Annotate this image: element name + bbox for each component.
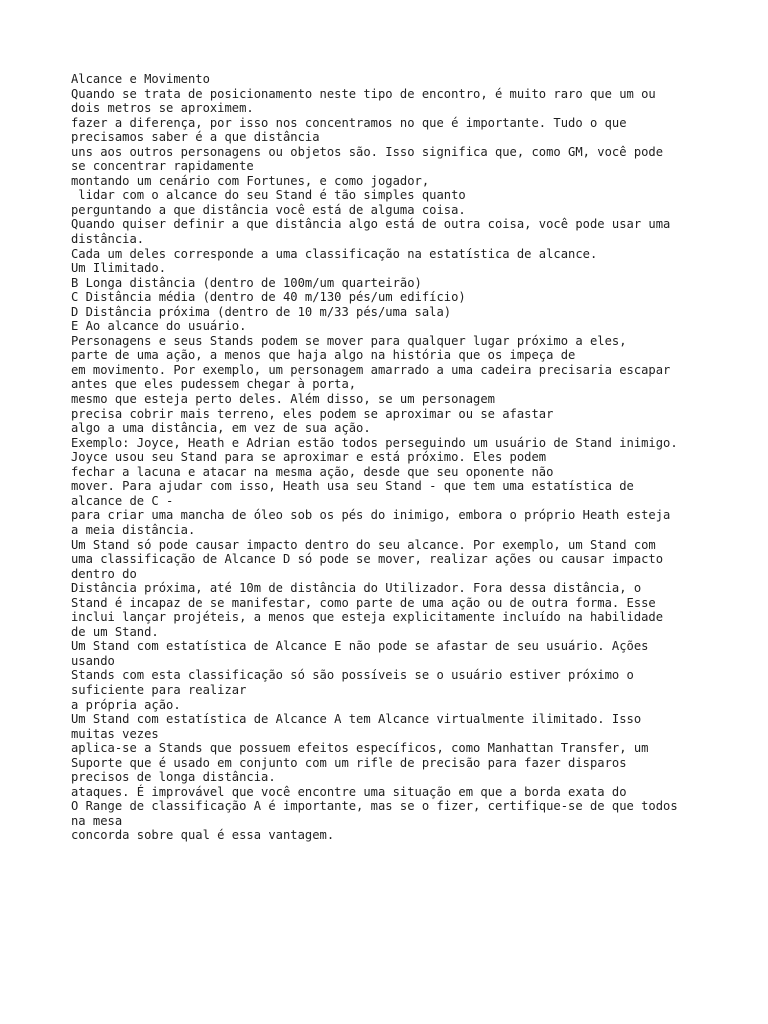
- text-line: Joyce usou seu Stand para se aproximar e está próximo. Eles podem: [71, 450, 547, 465]
- text-line: fazer a diferença, por isso nos concentramos no que é importante. Tudo o que: [71, 115, 627, 130]
- text-line: aplica-se a Stands que possuem efeitos específicos, como Manhattan Transfer, um: [71, 741, 649, 756]
- text-line: se concentrar rapidamente: [71, 159, 254, 174]
- text-line: inclui lançar projéteis, a menos que esteja explicitamente incluído na habilidade: [71, 610, 664, 625]
- text-line: suficiente para realizar: [71, 682, 247, 697]
- text-line: E Ao alcance do usuário.: [71, 319, 247, 334]
- text-line: ataques. É improvável que você encontre uma situação em que a borda exata do: [71, 784, 627, 799]
- text-line: fechar a lacuna e atacar na mesma ação, desde que seu oponente não: [71, 464, 554, 479]
- text-line: mover. Para ajudar com isso, Heath usa seu Stand - que tem uma estatística de: [71, 479, 634, 494]
- text-line: uma classificação de Alcance D só pode se mover, realizar ações ou causar impacto: [71, 552, 664, 567]
- text-line: D Distância próxima (dentro de 10 m/33 pés/uma sala): [71, 304, 452, 319]
- text-line: Um Stand com estatística de Alcance E não pode se afastar de seu usuário. Ações: [71, 639, 649, 654]
- text-line: de um Stand.: [71, 624, 159, 639]
- text-line: Stands com esta classificação só são possíveis se o usuário estiver próximo o: [71, 668, 634, 683]
- text-line: Distância próxima, até 10m de distância do Utilizador. Fora dessa distância, o: [71, 581, 642, 596]
- text-line: uns aos outros personagens ou objetos são. Isso significa que, como GM, você pode: [71, 144, 664, 159]
- text-line: algo a uma distância, em vez de sua ação.: [71, 421, 371, 436]
- text-line: Um Ilimitado.: [71, 261, 167, 276]
- text-line: dois metros se aproximem.: [71, 101, 254, 116]
- text-line: dentro do: [71, 566, 137, 581]
- text-line: precisa cobrir mais terreno, eles podem se aproximar ou se afastar: [71, 406, 554, 421]
- text-line: perguntando a que distância você está de alguma coisa.: [71, 202, 466, 217]
- text-line: na mesa: [71, 813, 123, 828]
- text-line: em movimento. Por exemplo, um personagem amarrado a uma cadeira precisaria escapar: [71, 362, 671, 377]
- text-line: antes que eles pudessem chegar à porta,: [71, 377, 357, 392]
- text-line: precisos de longa distância.: [71, 770, 276, 785]
- text-line: usando: [71, 653, 115, 668]
- text-line: distância.: [71, 232, 145, 247]
- text-line: Alcance e Movimento: [71, 72, 210, 86]
- text-line: O Range de classificação A é importante, mas se o fizer, certifique-se de que todos: [71, 799, 678, 814]
- text-line: alcance de C -: [71, 493, 174, 508]
- text-line: Suporte que é usado em conjunto com um rifle de precisão para fazer disparos: [71, 755, 627, 770]
- text-line: Cada um deles corresponde a uma classificação na estatística de alcance.: [71, 246, 598, 261]
- text-line: a meia distância.: [71, 522, 196, 537]
- text-line: montando um cenário com Fortunes, e como jogador,: [71, 173, 430, 188]
- text-line: lidar com o alcance do seu Stand é tão simples quanto: [71, 188, 466, 203]
- document-text: [71, 72, 711, 843]
- text-line: Um Stand com estatística de Alcance A tem Alcance virtualmente ilimitado. Isso: [71, 712, 642, 727]
- text-line: mesmo que esteja perto deles. Além disso, se um personagem: [71, 392, 495, 407]
- text-line: Exemplo: Joyce, Heath e Adrian estão todos perseguindo um usuário de Stand inimigo.: [71, 435, 678, 450]
- text-line: para criar uma mancha de óleo sob os pés do inimigo, embora o próprio Heath esteja: [71, 508, 671, 523]
- text-line: a própria ação.: [71, 697, 181, 712]
- text-line: parte de uma ação, a menos que haja algo na história que os impeça de: [71, 348, 576, 363]
- text-line: Stand é incapaz de se manifestar, como parte de uma ação ou de outra forma. Esse: [71, 595, 656, 610]
- text-line: Quando quiser definir a que distância algo está de outra coisa, você pode usar uma: [71, 217, 671, 232]
- text-line: muitas vezes: [71, 726, 159, 741]
- text-line: Personagens e seus Stands podem se mover para qualquer lugar próximo a eles,: [71, 333, 627, 348]
- text-line: C Distância média (dentro de 40 m/130 pés/um edifício): [71, 290, 466, 305]
- text-line: Um Stand só pode causar impacto dentro do seu alcance. Por exemplo, um Stand com: [71, 537, 656, 552]
- text-line: Quando se trata de posicionamento neste tipo de encontro, é muito raro que um ou: [71, 86, 656, 101]
- text-line: concorda sobre qual é essa vantagem.: [71, 828, 335, 843]
- text-line: precisamos saber é a que distância: [71, 130, 320, 145]
- text-line: B Longa distância (dentro de 100m/um quarteirão): [71, 275, 422, 290]
